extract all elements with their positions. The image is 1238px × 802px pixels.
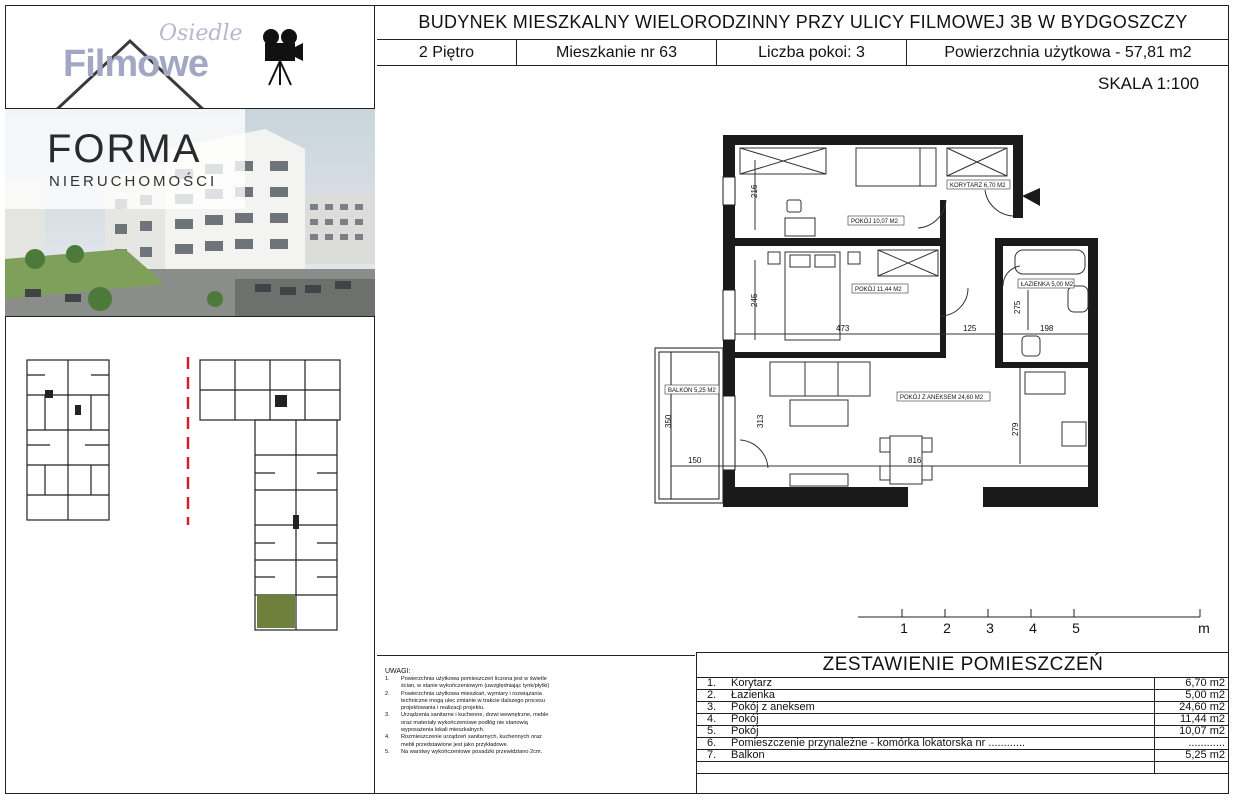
note-item: 1. Powierzchnia użytkowa pomieszczeń liczona jest w świetle ścian, w stanie wykończeniowym (uwzględniając tynk/płytki) [385,676,550,690]
label-balkon: BALKON 5,25 M2 [668,388,716,394]
table-row: 3. Pokój z aneksem 24,60 m2 [697,702,1229,714]
brand-subtitle: NIERUCHOMOŚCI [49,173,218,190]
apartment-info [377,40,1229,66]
table-row: 7. Balkon 5,25 m2 [697,750,1229,762]
scale-tick-2: 2 [943,620,951,636]
dim-275: 275 [1013,300,1022,314]
rooms-table [696,652,1229,794]
logo [5,5,375,105]
entrance-arrow-icon [1022,188,1040,206]
rooms-table-title: ZESTAWIENIE POMIESZCZEŃ [697,653,1229,678]
dim-279: 279 [1011,422,1020,436]
dim-216: 216 [750,184,759,198]
floor-plan [650,128,1110,513]
table-row: 1. Korytarz 6,70 m2 [697,678,1229,690]
scale-unit: m [1198,620,1210,636]
table-row: 2. Łazienka 5,00 m2 [697,690,1229,702]
highlighted-unit [257,595,295,628]
label-pokoj-2: POKÓJ 11,44 M2 [855,287,902,293]
table-row: 4. Pokój 11,44 m2 [697,714,1229,726]
scale-tick-1: 1 [900,620,908,636]
table-row: 6. Pomieszczenie przynależne - komórka lokatorska nr ............ ............ [697,738,1229,750]
table-row: 5. Pokój 10,07 m2 [697,726,1229,738]
notes-title: UWAGI: [385,668,411,675]
note-item: 3. Urządzenia sanitarne i kuchenne, drzwi wewnętrzne, meble oraz materiały wykończeniowe podłóg nie stanowią wyposażenia lokali mieszkalnych. [385,712,549,734]
dim-350: 350 [664,414,673,428]
dim-150: 150 [688,456,702,465]
dim-816: 816 [908,456,922,465]
dim-245: 245 [750,293,759,307]
usable-area: Powierzchnia użytkowa - 57,81 m2 [944,43,1192,61]
dim-313: 313 [756,414,765,428]
scale-tick-4: 4 [1029,620,1037,636]
dim-473: 473 [836,324,850,333]
scale-tick-5: 5 [1072,620,1080,636]
label-pokoj-1: POKÓJ 10,07 M2 [851,219,899,225]
dim-198: 198 [1040,324,1054,333]
label-lazienka: ŁAZIENKA 5,00 M2 [1021,282,1074,288]
floor-label: 2 Piętro [377,40,517,65]
logo-script: Osiedle [159,21,243,46]
note-item: 4. Rozmieszczenie urządzeń sanitarnych, kuchennych oraz mebli przedstawione jest jako przykładowe. [385,734,542,748]
note-item: 2. Powierzchnia użytkowa mieszkań, wymiary i rozwiązania techniczne mogą ulec zmianie w trakcie dalszego procesu projektowania i realizacji projektu. [385,690,545,712]
rooms-count: Liczba pokoi: 3 [717,40,907,65]
label-aneks: POKÓJ Z ANEKSEM 24,60 M2 [900,395,984,401]
logo-main: Filmowe [63,43,209,85]
scale-bar [858,606,1218,636]
note-item: 5. Na warstwy wykończeniowe posadzki przewidziano 2cm. [385,748,543,755]
notes-section [377,655,695,794]
dim-125: 125 [963,324,977,333]
key-plan [5,345,375,645]
camera-icon [261,27,305,87]
brand-name: FORMA [47,127,202,171]
building-render [5,108,375,317]
left-panel [5,5,375,794]
scale-tick-3: 3 [986,620,994,636]
apartment-number: Mieszkanie nr 63 [517,40,717,65]
label-korytarz: KORYTARZ 6,70 M2 [950,183,1006,189]
document-title: BUDYNEK MIESZKALNY WIELORODZINNY PRZY ULICY FILMOWEJ 3B W BYDGOSZCZY [377,6,1229,40]
scale-label: SKALA 1:100 [1098,74,1200,93]
table-row-empty [697,762,1229,774]
